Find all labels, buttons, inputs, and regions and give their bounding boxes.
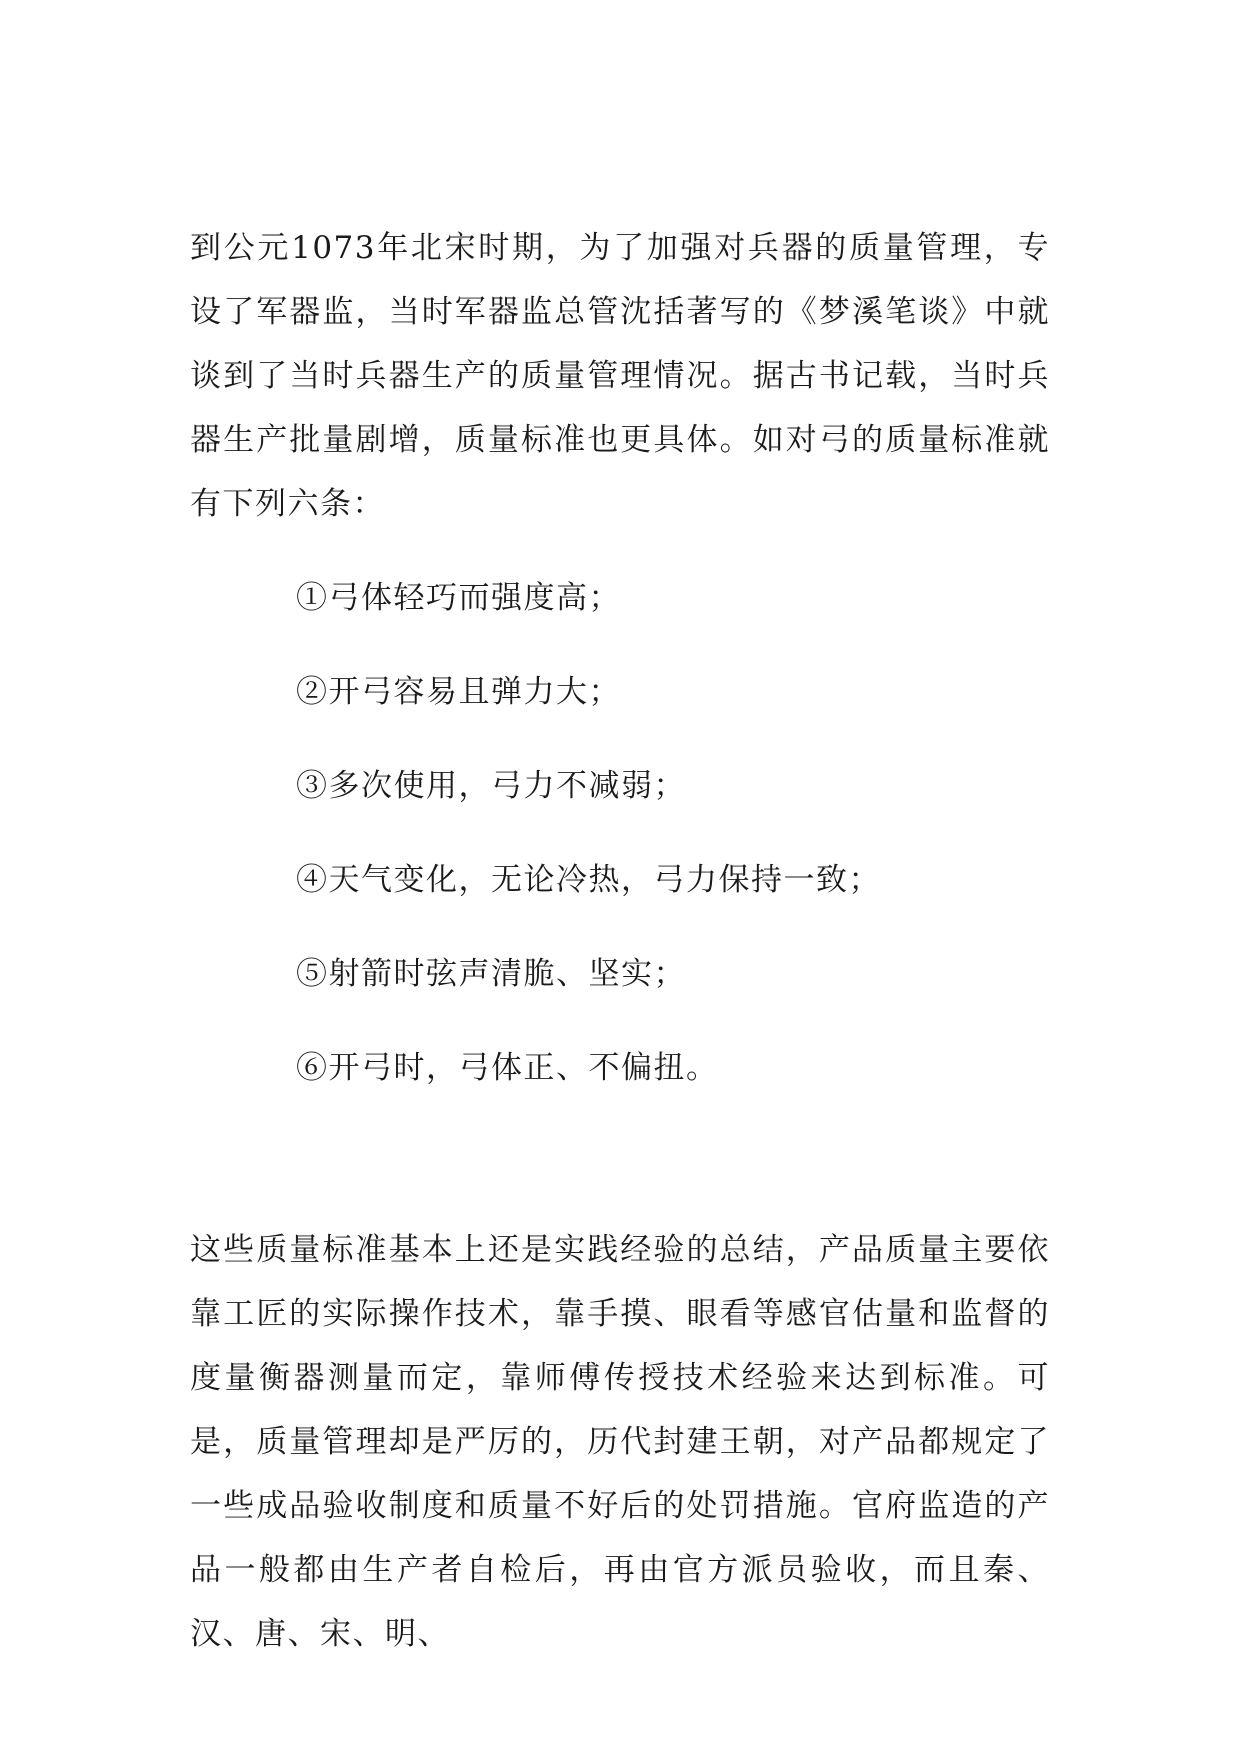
criteria-item-6: ⑥开弓时，弓体正、不偏扭。: [296, 1050, 719, 1086]
criteria-item-3: ③多次使用，弓力不减弱；: [296, 768, 686, 804]
bow-quality-criteria-list: [296, 578, 1056, 1142]
criteria-item-4: ④天气变化，无论冷热，弓力保持一致；: [296, 862, 881, 898]
criteria-item-1: ①弓体轻巧而强度高；: [296, 580, 621, 616]
criteria-item-2: ②开弓容易且弹力大；: [296, 674, 621, 710]
paragraph-intro: 到公元1073年北宋时期，为了加强对兵器的质量管理，专设了军器监，当时军器监总管沈括著写的《梦溪笔谈》中就谈到了当时兵器生产的质量管理情况。据古书记载，当时兵器生产批量剧增，质量标准也更具体。如对弓的质量标准就有下列六条：: [190, 230, 1050, 522]
paragraph-summary: 这些质量标准基本上还是实践经验的总结，产品质量主要依靠工匠的实际操作技术，靠手摸、眼看等感官估量和监督的度量衡器测量而定，靠师傅传授技术经验来达到标准。可是，质量管理却是严厉的，历代封建王朝，对产品都规定了一些成品验收制度和质量不好后的处罚措施。官府监造的产品一般都由生产者自检后，再由官方派员验收，而且秦、汉、唐、宋、明、: [190, 1232, 1050, 1652]
criteria-item-5: ⑤射箭时弦声清脆、坚实；: [296, 956, 686, 992]
